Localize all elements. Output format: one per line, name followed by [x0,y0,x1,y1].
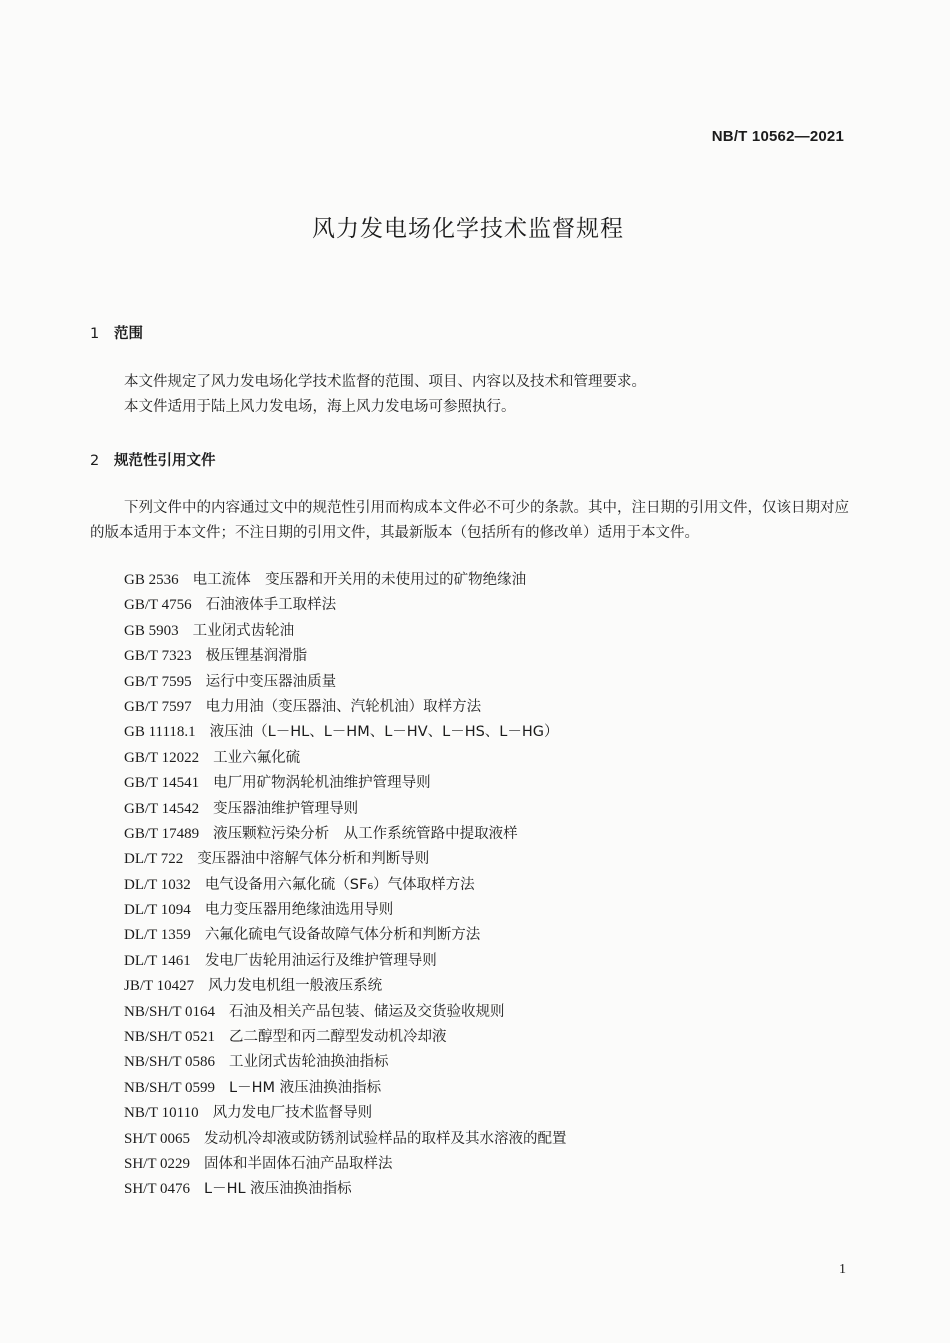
reference-title: 风力发电厂技术监督导则 [212,1105,373,1122]
reference-code: NB/SH/T 0521 [124,1029,215,1046]
reference-item [124,746,566,771]
section-1-paragraph-1: 本文件规定了风力发电场化学技术监督的范围、项目、内容以及技术和管理要求。 [124,374,646,390]
reference-list [124,568,566,1203]
reference-item [124,1127,566,1152]
reference-title: 运行中变压器油质量 [205,673,337,690]
reference-code: SH/T 0229 [124,1155,190,1172]
reference-item [124,695,566,720]
reference-code: GB/T 7323 [124,648,192,665]
reference-title: 电力变压器用绝缘油选用导则 [204,902,394,919]
reference-item [124,1076,566,1101]
reference-item [124,1050,566,1075]
reference-item [124,974,566,999]
reference-code: JB/T 10427 [124,978,195,995]
reference-title: 极压锂基润滑脂 [205,648,308,665]
reference-title: 电气设备用六氟化硫（SF₆）气体取样方法 [204,876,475,893]
reference-code: DL/T 1359 [124,927,191,944]
reference-item [124,1000,566,1025]
reference-item [124,847,566,872]
reference-code: DL/T 722 [124,851,184,868]
reference-item [124,1152,566,1177]
reference-item [124,822,566,847]
reference-code: GB/T 17489 [124,825,200,842]
reference-code: GB 5903 [124,622,179,639]
reference-item [124,1177,566,1202]
reference-title: 变压器油维护管理导则 [213,800,359,817]
section-1-title: 范围 [114,326,143,342]
reference-code: NB/SH/T 0599 [124,1079,215,1096]
reference-item [124,619,566,644]
section-1-paragraph-2: 本文件适用于陆上风力发电场，海上风力发电场可参照执行。 [124,399,516,415]
section-2-number: 2 [90,453,100,469]
reference-title: 石油及相关产品包装、储运及交货验收规则 [229,1003,505,1020]
section-2-paragraph-1: 下列文件中的内容通过文中的规范性引用而构成本文件必不可少的条款。其中，注日期的引用文件，仅该日期对应的版本适用于本文件；不注日期的引用文件，其最新版本（包括所有的修改单）适用于本文件。 [90,500,849,541]
reference-title: 变压器油中溶解气体分析和判断导则 [197,851,430,868]
reference-code: GB/T 14542 [124,800,200,817]
reference-item [124,1025,566,1050]
reference-title: 液压油（L－HL、L－HM、L－HV、L－HS、L－HG） [209,724,559,741]
reference-title: 石油液体手工取样法 [205,597,337,614]
document-title: 风力发电场化学技术监督规程 [312,216,624,242]
reference-code: GB/T 7595 [124,673,192,690]
reference-code: DL/T 1461 [124,952,191,969]
reference-title: L－HL 液压油换油指标 [203,1181,352,1198]
reference-item [124,771,566,796]
section-1-heading [90,322,143,343]
reference-code: SH/T 0476 [124,1181,190,1198]
reference-title: 电工流体 变压器和开关用的未使用过的矿物绝缘油 [192,572,527,588]
reference-title: 工业六氟化硫 [213,749,301,766]
reference-item [124,923,566,948]
reference-title: L－HM 液压油换油指标 [229,1079,382,1096]
reference-title: 乙二醇型和丙二醇型发动机冷却液 [229,1029,447,1046]
reference-code: GB/T 14541 [124,775,200,792]
reference-code: GB/T 7597 [124,698,192,715]
reference-title: 固体和半固体石油产品取样法 [203,1155,393,1172]
reference-title: 工业闭式齿轮油 [192,622,295,639]
reference-code: DL/T 1032 [124,876,191,893]
reference-item [124,670,566,695]
reference-title: 液压颗粒污染分析 从工作系统管路中提取液样 [213,825,518,842]
reference-item [124,644,566,669]
section-1-number: 1 [90,326,100,342]
reference-code: GB/T 12022 [124,749,200,766]
reference-item [124,593,566,618]
reference-item [124,898,566,923]
reference-code: NB/SH/T 0586 [124,1054,215,1071]
section-2-heading [90,449,216,470]
reference-title: 发电厂齿轮用油运行及维护管理导则 [204,952,437,969]
reference-code: NB/SH/T 0164 [124,1003,215,1020]
reference-code: GB 11118.1 [124,724,196,741]
page-number: 1 [839,1262,846,1277]
reference-title: 发动机冷却液或防锈剂试验样品的取样及其水溶液的配置 [203,1130,567,1147]
reference-title: 风力发电机组一般液压系统 [208,978,383,995]
reference-code: DL/T 1094 [124,902,191,919]
reference-item [124,797,566,822]
reference-item [124,1101,566,1126]
reference-title: 六氟化硫电气设备故障气体分析和判断方法 [204,927,481,944]
reference-code: GB/T 4756 [124,597,192,614]
section-2-title: 规范性引用文件 [114,453,216,469]
reference-code: GB 2536 [124,572,179,588]
reference-code: SH/T 0065 [124,1130,190,1147]
reference-title: 工业闭式齿轮油换油指标 [229,1054,389,1071]
reference-code: NB/T 10110 [124,1105,199,1122]
reference-title: 电厂用矿物涡轮机油维护管理导则 [213,775,431,792]
reference-item [124,568,566,593]
reference-item [124,873,566,898]
reference-item [124,720,566,745]
standard-code: NB/T 10562—2021 [711,128,844,145]
reference-item [124,949,566,974]
reference-title: 电力用油（变压器油、汽轮机油）取样方法 [205,698,482,715]
